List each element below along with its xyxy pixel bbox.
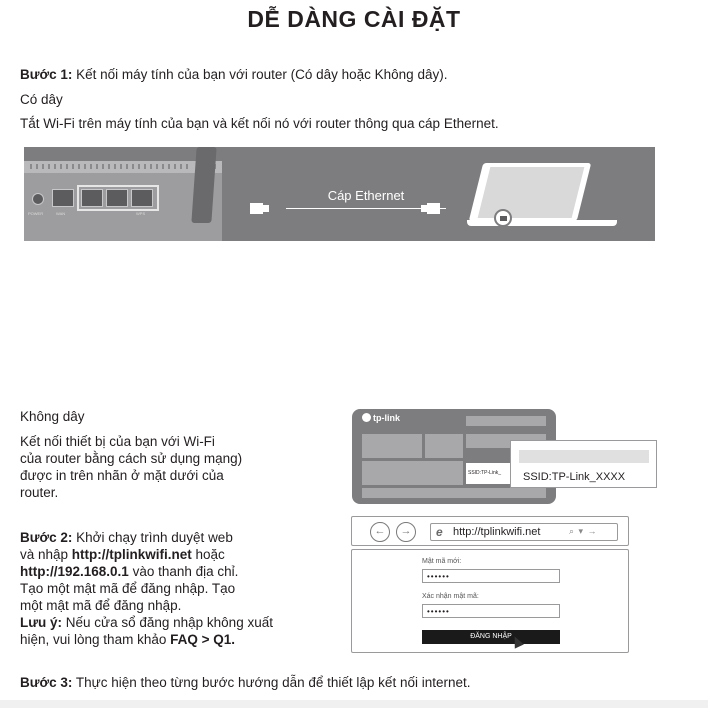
wireless-heading: Không dây: [20, 409, 85, 424]
vent: [108, 164, 110, 169]
wired-heading: Có dây: [20, 92, 63, 107]
step2-line: Tạo một mật mã để đăng nhập. Tạo: [20, 581, 236, 596]
vent: [144, 164, 146, 169]
vent: [78, 164, 80, 169]
vent: [150, 164, 152, 169]
ssid-callout: [510, 440, 657, 488]
power-port: [32, 193, 44, 205]
ssid-text: SSID:TP-Link_XXXX: [523, 471, 626, 483]
ip-address: http://192.168.0.1: [20, 564, 129, 579]
ie-browser-icon: e: [436, 525, 443, 539]
step2-line: một mật mã để đăng nhập.: [20, 598, 182, 613]
vent: [66, 164, 68, 169]
step2-text: vào thanh địa chỉ.: [128, 564, 239, 579]
vent: [120, 164, 122, 169]
vent: [60, 164, 62, 169]
vent: [102, 164, 104, 169]
vent: [138, 164, 140, 169]
vent: [36, 164, 38, 169]
wireless-text-line: router.: [20, 485, 59, 500]
step1-text: Kết nối máy tính của bạn với router (Có dây hoặc Không dây).: [72, 67, 448, 82]
login-window: [351, 549, 629, 653]
address-url: http://tplinkwifi.net: [453, 526, 541, 538]
port-label-wps: WPS: [136, 211, 146, 216]
step2-text: hoặc: [191, 547, 225, 562]
step2-text: Khởi chạy trình duyệt web: [72, 530, 233, 545]
step3-label: Bước 3:: [20, 675, 73, 690]
vent: [42, 164, 44, 169]
cable-plug-head: [263, 205, 269, 212]
wired-text: Tắt Wi-Fi trên máy tính của bạn và kết nối nó với router thông qua cáp Ethernet.: [20, 116, 499, 131]
vent: [48, 164, 50, 169]
step2-text: và nhập: [20, 547, 72, 562]
note-line: [20, 614, 273, 631]
browser-toolbar: [351, 516, 629, 546]
cable-plug-right: [427, 203, 440, 214]
step2-label: Bước 2:: [20, 530, 73, 545]
laptop-base: [467, 220, 617, 226]
vent: [114, 164, 116, 169]
label-cell: [362, 488, 546, 498]
port-label-power: POWER: [28, 211, 44, 216]
new-password-label: Mật mã mới:: [422, 558, 462, 565]
wired-illustration: [24, 147, 655, 241]
forward-arrow-icon[interactable]: →: [396, 522, 416, 542]
vent: [186, 164, 188, 169]
step1-label: Bước 1:: [20, 67, 73, 82]
label-cell: [362, 461, 463, 485]
page-title: DỄ DÀNG CÀI ĐẶT: [247, 6, 461, 32]
back-arrow-icon[interactable]: ←: [370, 522, 390, 542]
bottom-strip: [0, 700, 708, 708]
vent: [132, 164, 134, 169]
laptop-ethernet-port-icon: [494, 209, 512, 227]
cable-label: Cáp Ethernet: [327, 188, 405, 203]
tp-link-logo: tp-link: [362, 413, 400, 423]
label-cell: [362, 434, 422, 458]
new-password-input[interactable]: ••••••: [422, 569, 560, 583]
address-bar[interactable]: [430, 523, 618, 541]
search-icon[interactable]: ⌕ ▾ →: [569, 526, 598, 536]
wan-port: [52, 189, 74, 207]
vent: [126, 164, 128, 169]
vent: [156, 164, 158, 169]
vent: [174, 164, 176, 169]
vent: [168, 164, 170, 169]
note-line: [20, 631, 235, 648]
vent: [30, 164, 32, 169]
step3-text: Thực hiện theo từng bước hướng dẫn để thiết lập kết nối internet.: [72, 675, 471, 690]
step1-line: [20, 66, 447, 83]
wireless-text-line: Kết nối thiết bị của bạn với Wi-Fi: [20, 434, 215, 449]
login-button[interactable]: ĐĂNG NHẬP: [422, 630, 560, 644]
step2-line: [20, 546, 225, 563]
laptop-screen: [478, 167, 585, 218]
small-ssid-label: SSID:TP-Link_: [466, 463, 510, 484]
confirm-password-input[interactable]: ••••••: [422, 604, 560, 618]
step2-line: [20, 529, 233, 546]
ssid-bar: [519, 450, 649, 463]
vent: [90, 164, 92, 169]
note-text: Nếu cửa sổ đăng nhập không xuất: [62, 615, 273, 630]
vent: [54, 164, 56, 169]
cable-plug-left: [250, 203, 263, 214]
step2-line: [20, 563, 238, 580]
note-text: hiện, vui lòng tham khảo: [20, 632, 171, 647]
vent: [162, 164, 164, 169]
vent: [180, 164, 182, 169]
wireless-text-line: được in trên nhãn ở mặt dưới của: [20, 468, 224, 483]
label-cell: [466, 416, 546, 426]
label-cell: [425, 434, 463, 458]
tplinkwifi-url: http://tplinkwifi.net: [71, 547, 192, 562]
lan-port-highlight: [77, 185, 159, 211]
faq-reference: FAQ > Q1.: [170, 632, 236, 647]
note-label: Lưu ý:: [20, 615, 63, 630]
confirm-password-label: Xác nhận mật mã:: [422, 593, 479, 600]
wireless-text-line: của router bằng cách sử dụng mạng): [20, 451, 243, 466]
vent: [96, 164, 98, 169]
port-label-wan: WAN: [56, 211, 66, 216]
step3-line: [20, 674, 471, 691]
vent: [84, 164, 86, 169]
vent: [72, 164, 74, 169]
